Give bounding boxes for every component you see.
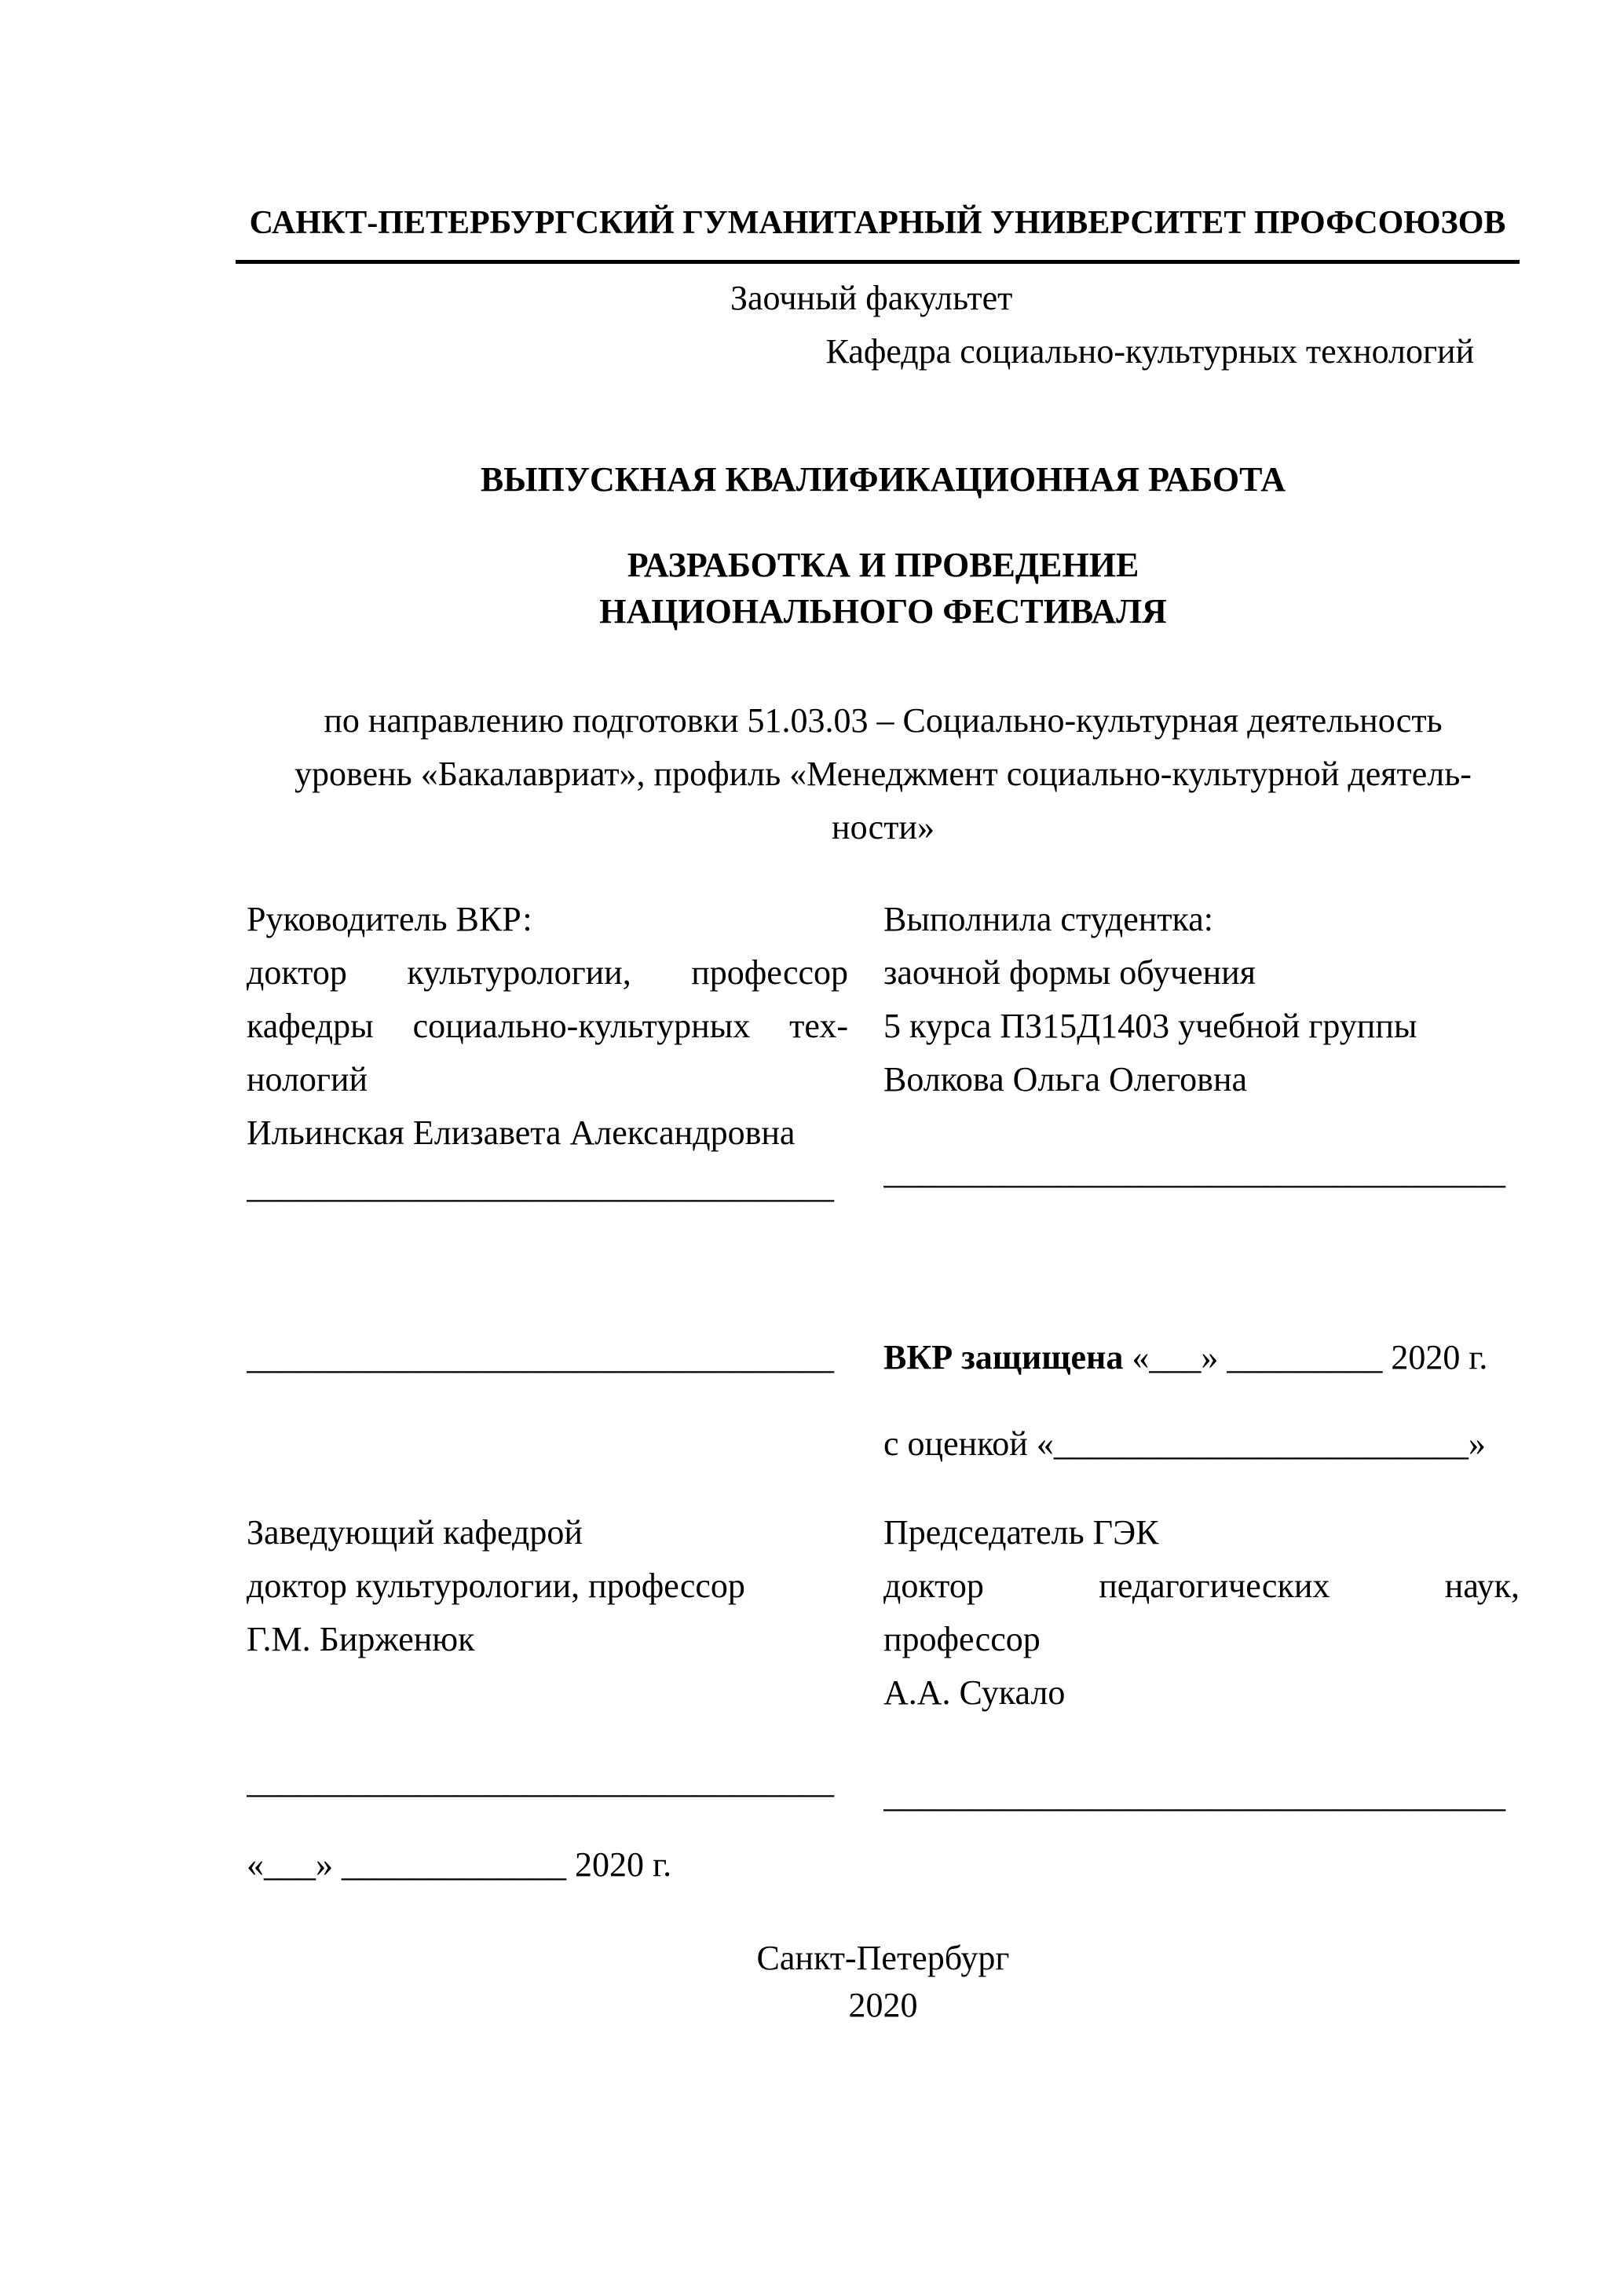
faculty-line: Заочный факультет <box>730 278 1013 317</box>
officials-block <box>247 1506 1520 1720</box>
gek-signature-line: ____________________________________ <box>883 1776 1505 1815</box>
column-gap <box>848 893 883 1213</box>
head-dept-degree: доктор культурологии, профессор <box>247 1567 745 1606</box>
student-label: Выполнила студентка: <box>883 900 1213 939</box>
head-of-department-block <box>247 1506 848 1720</box>
thesis-title <box>247 542 1520 635</box>
student-signature-line: ____________________________________ <box>883 1153 1505 1192</box>
program-line2: уровень «Бакалавриат», профиль «Менеджмент социально-культурной деятель- <box>294 754 1472 793</box>
gek-chair-block <box>883 1506 1520 1720</box>
defense-row <box>247 1331 1520 1384</box>
program-line1: по направлению подготовки 51.03.03 – Социально-культурная деятельность <box>324 700 1443 740</box>
department-line: Кафедра социально-культурных технологий <box>825 331 1475 371</box>
university-name: САНКТ-ПЕТЕРБУРГСКИЙ ГУМАНИТАРНЫЙ УНИВЕРСИТЕТ ПРОФСОЮЗОВ <box>236 198 1520 264</box>
supervisor-signature-line: __________________________________ <box>247 1167 834 1206</box>
defense-statement <box>883 1331 1520 1384</box>
supervisor-block <box>247 893 848 1213</box>
signatures-row <box>247 1755 1520 1823</box>
defense-date-blanks: «___» _________ 2020 г. <box>1123 1338 1488 1377</box>
gek-degree-line1: доктор педагогических наук, <box>883 1567 1520 1606</box>
gek-degree-line2: профессор <box>883 1620 1041 1659</box>
thesis-title-line2: НАЦИОНАЛЬНОГО ФЕСТИВАЛЯ <box>599 592 1167 631</box>
page-content <box>247 198 1520 2029</box>
program-line3: ности» <box>832 807 935 846</box>
supervisor-signature2-cell <box>247 1331 848 1384</box>
thesis-title-line1: РАЗРАБОТКА И ПРОВЕДЕНИЕ <box>627 545 1139 584</box>
supervisor-student-block <box>247 893 1520 1213</box>
footer-year: 2020 <box>848 1985 918 2024</box>
supervisor-label: Руководитель ВКР: <box>247 900 532 939</box>
head-dept-signature-cell <box>247 1755 848 1823</box>
head-dept-signature-line: __________________________________ <box>247 1762 834 1801</box>
supervisor-degree-line2: кафедры социально-культурных тех- <box>247 1007 848 1046</box>
student-block <box>883 893 1520 1213</box>
grade-line: с оценкой «________________________» <box>883 1424 1486 1464</box>
head-dept-name: Г.М. Бирженюк <box>247 1620 475 1659</box>
footer-block <box>247 1935 1520 2029</box>
work-type-title: ВЫПУСКНАЯ КВАЛИФИКАЦИОННАЯ РАБОТА <box>480 459 1286 499</box>
student-name: Волкова Ольга Олеговна <box>883 1060 1248 1099</box>
supervisor-degree-line3: нологий <box>247 1060 368 1099</box>
column-gap <box>848 1506 883 1720</box>
gek-signature-cell <box>883 1755 1520 1823</box>
supervisor-name: Ильинская Елизавета Александровна <box>247 1113 796 1153</box>
defense-label: ВКР защищена <box>883 1338 1124 1377</box>
gek-title: Председатель ГЭК <box>883 1513 1159 1552</box>
supervisor-signature-line2: __________________________________ <box>247 1338 834 1377</box>
student-line2: 5 курса ПЗ15Д1403 учебной группы <box>883 1007 1417 1046</box>
head-dept-date-line: «___» _____________ 2020 г. <box>247 1845 672 1885</box>
column-gap <box>848 1331 883 1384</box>
gek-name: А.А. Сукало <box>883 1673 1066 1713</box>
column-gap <box>848 1755 883 1823</box>
student-line1: заочной формы обучения <box>883 953 1256 993</box>
footer-city: Санкт-Петербург <box>756 1939 1010 1978</box>
supervisor-degree-line1: доктор культурологии, профессор <box>247 953 848 993</box>
program-info <box>247 694 1520 854</box>
head-dept-title: Заведующий кафедрой <box>247 1513 583 1552</box>
